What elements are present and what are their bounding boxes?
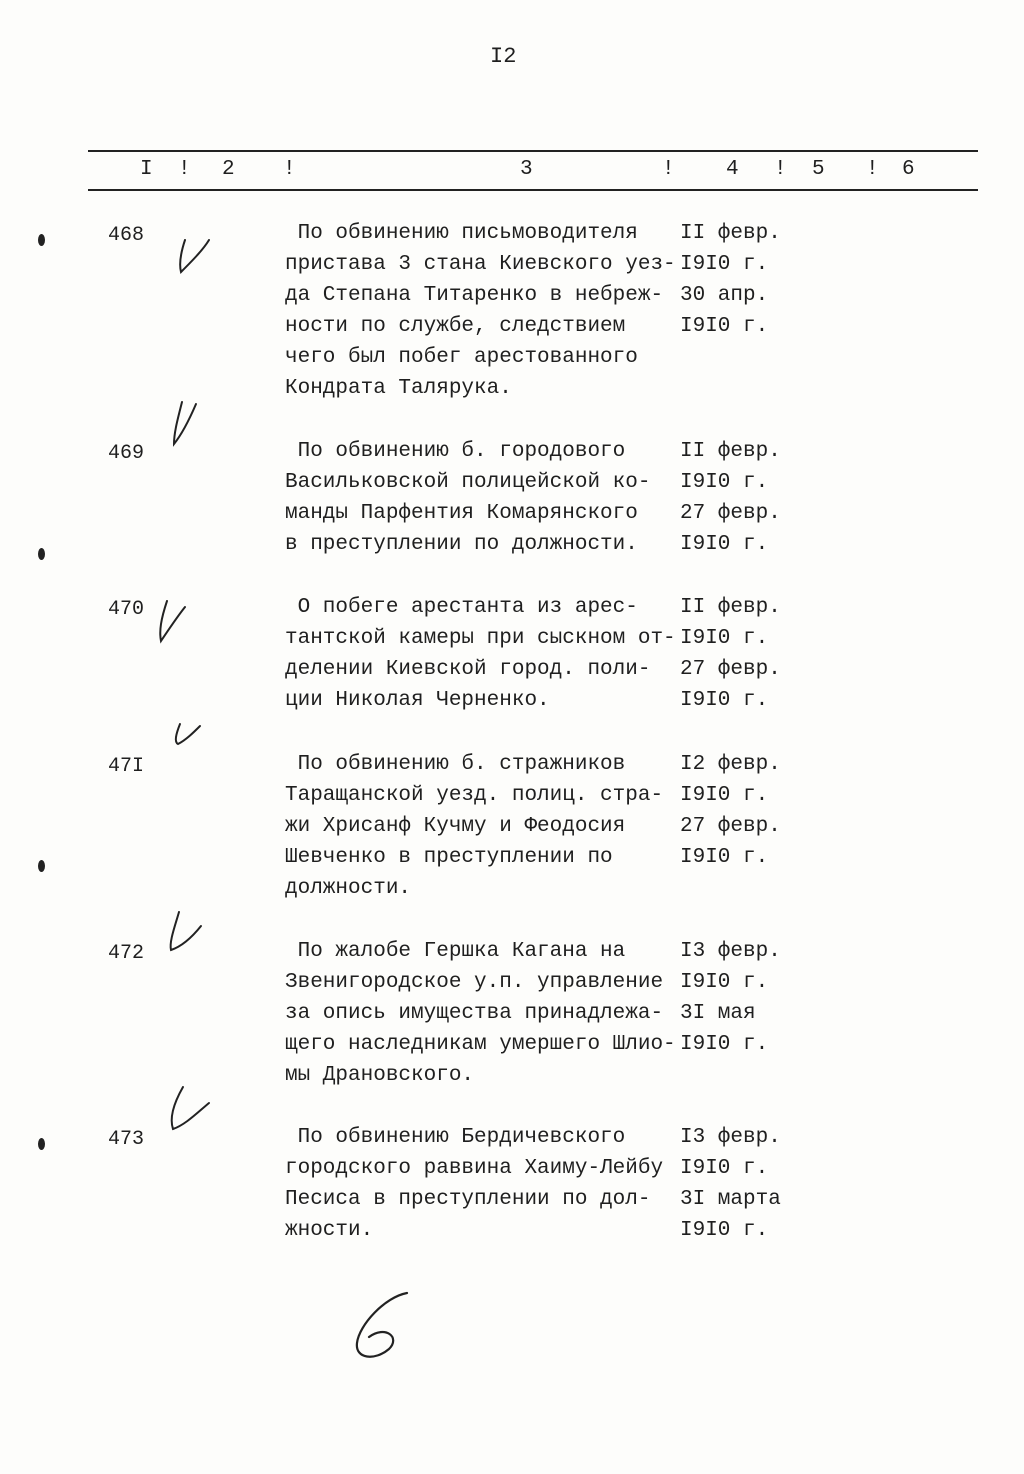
entry-description-line: ности по службе, следствием xyxy=(285,315,626,338)
entry-date-line: 3I мая xyxy=(680,1002,756,1025)
column-header: I xyxy=(140,158,153,181)
binding-hole-mark xyxy=(38,1138,45,1150)
entry-description-line: манды Парфентия Комарянского xyxy=(285,502,638,525)
handwritten-checkmark-icon xyxy=(175,228,225,278)
entry-description-line: должности. xyxy=(285,877,412,900)
entry-date-line: II февр. xyxy=(680,596,781,619)
handwritten-checkmark-icon xyxy=(168,720,218,770)
binding-hole-mark xyxy=(38,234,45,246)
entry-date-line: I9I0 г. xyxy=(680,471,769,494)
entry-description-line: жности. xyxy=(285,1219,374,1242)
entry-number: 47I xyxy=(108,755,145,778)
handwritten-checkmark-icon xyxy=(168,398,218,448)
entry-date-line: I9I0 г. xyxy=(680,1033,769,1056)
entry-description-line: О побеге арестанта из арес- xyxy=(285,596,638,619)
handwritten-checkmark-icon xyxy=(165,910,215,960)
entry-date-line: I9I0 г. xyxy=(680,846,769,869)
entry-date-line: I9I0 г. xyxy=(680,784,769,807)
entry-number: 468 xyxy=(108,224,145,247)
entry-date-line: I9I0 г. xyxy=(680,533,769,556)
column-separator: ! xyxy=(178,158,191,181)
column-header: 2 xyxy=(222,158,235,181)
entry-date-line: I9I0 г. xyxy=(680,315,769,338)
column-separator: ! xyxy=(866,158,879,181)
entry-date-line: I9I0 г. xyxy=(680,689,769,712)
entry-description-line: Васильковской полицейской ко- xyxy=(285,471,651,494)
entry-description-line: тантской камеры при сыскном от- xyxy=(285,627,676,650)
header-bottom-rule xyxy=(88,189,978,191)
entry-number: 470 xyxy=(108,598,145,621)
handwritten-checkmark-icon xyxy=(165,1085,215,1135)
entry-date-line: I9I0 г. xyxy=(680,253,769,276)
entry-description-line: жи Хрисанф Кучму и Феодосия xyxy=(285,815,626,838)
entry-description-line: Звенигородское у.п. управление xyxy=(285,971,664,994)
entry-description-line: пристава 3 стана Киевского уез- xyxy=(285,253,676,276)
column-header: 6 xyxy=(902,158,915,181)
entry-description-line: в преступлении по должности. xyxy=(285,533,638,556)
handwritten-sheet-number xyxy=(345,1285,425,1365)
column-header: 4 xyxy=(726,158,739,181)
entry-description-line: По жалобе Гершка Кагана на xyxy=(285,940,626,963)
entry-date-line: I9I0 г. xyxy=(680,971,769,994)
binding-hole-mark xyxy=(38,860,45,872)
entry-description-line: да Степана Титаренко в небреж- xyxy=(285,284,664,307)
entry-description-line: Песиса в преступлении по дол- xyxy=(285,1188,651,1211)
entry-description-line: Кондрата Талярука. xyxy=(285,377,512,400)
entry-description-line: ции Николая Черненко. xyxy=(285,689,550,712)
entry-date-line: 3I марта xyxy=(680,1188,781,1211)
entry-date-line: I2 февр. xyxy=(680,753,781,776)
entry-date-line: I3 февр. xyxy=(680,940,781,963)
entry-number: 473 xyxy=(108,1128,145,1151)
entry-description-line: Таращанской уезд. полиц. стра- xyxy=(285,784,664,807)
entry-description-line: за опись имущества принадлежа- xyxy=(285,1002,664,1025)
column-header: 5 xyxy=(812,158,825,181)
entry-description-line: чего был побег арестованного xyxy=(285,346,638,369)
entry-number: 472 xyxy=(108,942,145,965)
entry-description-line: По обвинению б. городового xyxy=(285,440,626,463)
entry-date-line: I9I0 г. xyxy=(680,1157,769,1180)
entry-description-line: По обвинению Бердичевского xyxy=(285,1126,626,1149)
entry-description-line: По обвинению письмоводителя xyxy=(285,222,638,245)
column-header: 3 xyxy=(520,158,533,181)
entry-description-line: делении Киевской город. поли- xyxy=(285,658,651,681)
entry-description-line: городского раввина Хаиму-Лейбу xyxy=(285,1157,664,1180)
entry-date-line: 27 февр. xyxy=(680,502,781,525)
column-separator: ! xyxy=(774,158,787,181)
binding-hole-mark xyxy=(38,548,45,560)
entry-number: 469 xyxy=(108,442,145,465)
entry-description-line: Шевченко в преступлении по xyxy=(285,846,613,869)
entry-date-line: II февр. xyxy=(680,222,781,245)
page-number: I2 xyxy=(490,44,517,69)
column-separator: ! xyxy=(662,158,675,181)
entry-description-line: щего наследникам умершего Шлио- xyxy=(285,1033,676,1056)
entry-date-line: 30 апр. xyxy=(680,284,769,307)
entry-date-line: 27 февр. xyxy=(680,658,781,681)
entry-description-line: По обвинению б. стражников xyxy=(285,753,626,776)
handwritten-checkmark-icon xyxy=(155,595,205,645)
entry-date-line: 27 февр. xyxy=(680,815,781,838)
entry-date-line: II февр. xyxy=(680,440,781,463)
entry-date-line: I9I0 г. xyxy=(680,627,769,650)
entry-description-line: мы Драновского. xyxy=(285,1064,475,1087)
entry-date-line: I3 февр. xyxy=(680,1126,781,1149)
header-top-rule xyxy=(88,150,978,152)
column-separator: ! xyxy=(283,158,296,181)
entry-date-line: I9I0 г. xyxy=(680,1219,769,1242)
